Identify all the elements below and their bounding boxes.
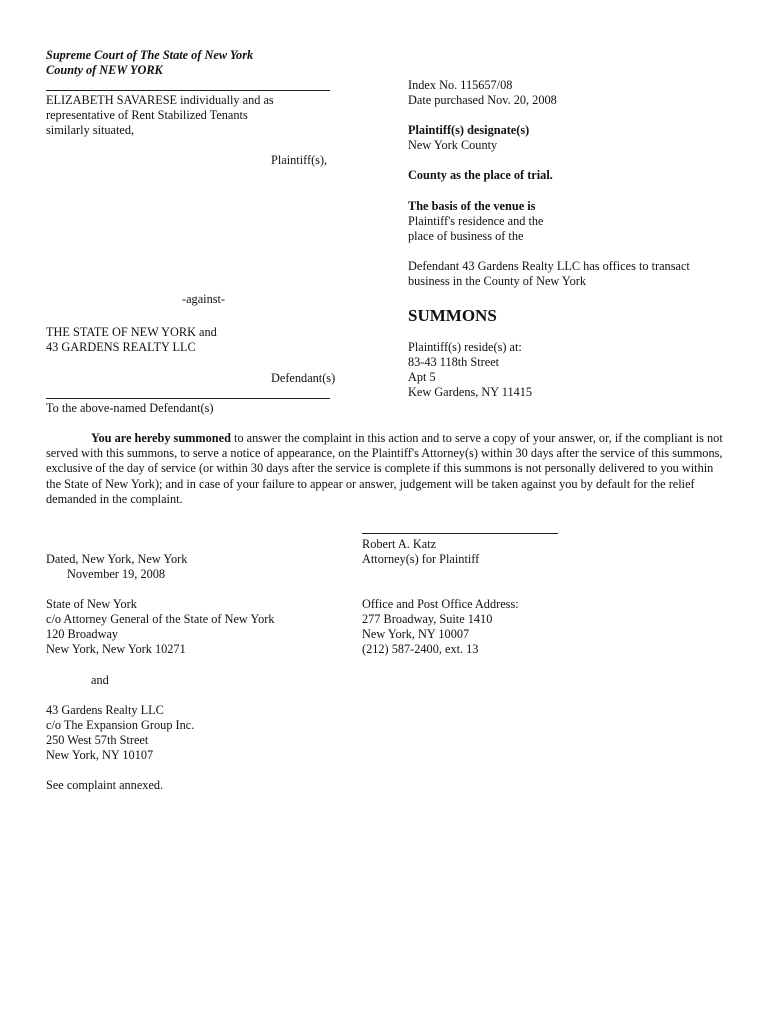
recipient2-line-4: New York, NY 10107 [46,748,154,762]
recipient1-line-1: State of New York [46,597,137,611]
reside-line-3: Apt 5 [408,370,436,384]
recipient2-line-3: 250 West 57th Street [46,733,149,747]
dated-line-2: November 19, 2008 [67,567,166,581]
recipient2-line-2: c/o The Expansion Group Inc. [46,718,195,732]
and-word: and [91,673,109,687]
designate-value: New York County [408,138,498,152]
defendant-role: Defendant(s) [271,371,336,385]
index-number: Index No. 115657/08 [408,78,513,92]
date-purchased: Date purchased Nov. 20, 2008 [408,93,557,107]
court-county: County of NEW YORK [46,63,163,77]
place-of-trial: County as the place of trial. [408,168,553,182]
defendant-offices-line-1: Defendant 43 Gardens Realty LLC has offices to transact [408,259,690,273]
attorney-title: Attorney(s) for Plaintiff [362,552,480,566]
summons-title: SUMMONS [408,306,497,325]
plaintiff-name-line-1: ELIZABETH SAVARESE individually and as [46,93,274,107]
recipient1-line-2: c/o Attorney General of the State of New York [46,612,275,626]
caption-top-rule [46,90,330,91]
reside-line-2: 83-43 118th Street [408,355,500,369]
office-line-1: Office and Post Office Address: [362,597,519,611]
defendant-offices-line-2: business in the County of New York [408,274,586,288]
designate-heading: Plaintiff(s) designate(s) [408,123,530,137]
reside-line-1: Plaintiff(s) reside(s) at: [408,340,522,354]
reside-line-4: Kew Gardens, NY 11415 [408,385,533,399]
office-line-4: (212) 587-2400, ext. 13 [362,642,479,656]
against-label: -against- [182,292,226,306]
attorney-name: Robert A. Katz [362,537,437,551]
plaintiff-name-line-2: representative of Rent Stabilized Tenants [46,108,248,122]
summons-lead: You are hereby summoned [91,431,231,445]
plaintiff-role: Plaintiff(s), [271,153,328,167]
office-line-3: New York, NY 10007 [362,627,470,641]
summons-text: to answer the complaint in this action and to serve a copy of your answer, or, if the compliant is not served with this summons, to serve a notice of appearance, on the Plaintiff's Attorney(s) within 30 days after the service of this summons, exclusive of the day of service (or within 30 days after the service is complete if this summons is not personally delivered to you within the State of New York); and in case of your failure to appear or answer, judgement will be taken against you by default for the relief demanded in the complaint. [46,431,723,506]
recipient1-line-3: 120 Broadway [46,627,119,641]
signature-line [362,533,558,534]
dated-line-1: Dated, New York, New York [46,552,188,566]
to-defendants-line: To the above-named Defendant(s) [46,401,214,415]
caption-bottom-rule [46,398,330,399]
see-complaint-note: See complaint annexed. [46,778,164,792]
office-line-2: 277 Broadway, Suite 1410 [362,612,493,626]
venue-line-1: Plaintiff's residence and the [408,214,544,228]
recipient2-line-1: 43 Gardens Realty LLC [46,703,164,717]
venue-line-2: place of business of the [408,229,524,243]
recipient1-line-4: New York, New York 10271 [46,642,186,656]
summons-paragraph [46,431,730,507]
plaintiff-name-line-3: similarly situated, [46,123,135,137]
defendant-name-line-1: THE STATE OF NEW YORK and [46,325,217,339]
venue-heading: The basis of the venue is [408,199,536,213]
court-name: Supreme Court of The State of New York [46,48,254,62]
defendant-name-line-2: 43 GARDENS REALTY LLC [46,340,196,354]
